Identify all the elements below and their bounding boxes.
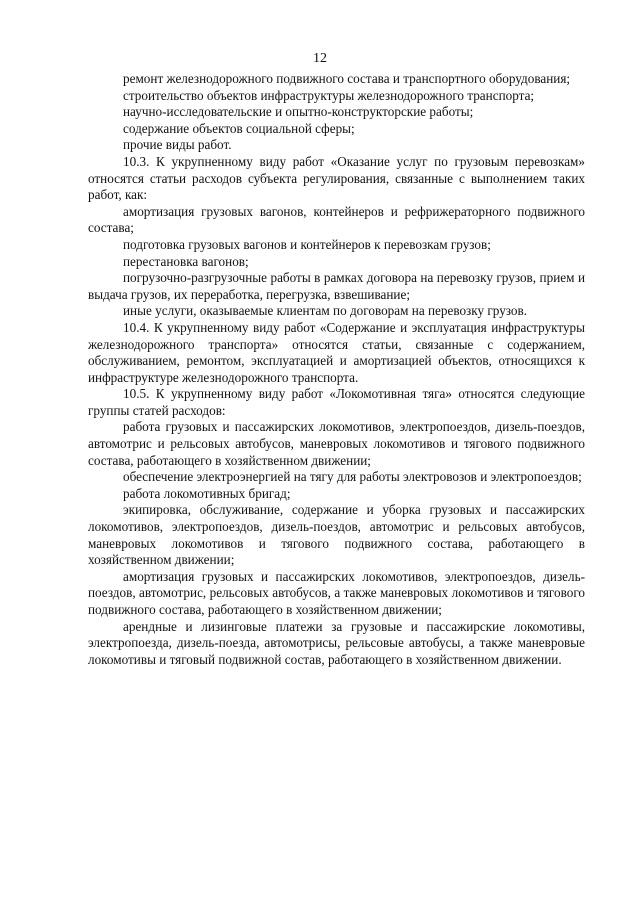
paragraph: подготовка грузовых вагонов и контейнеров к перевозкам грузов; [123,236,491,252]
paragraph: 10.4. К укрупненному виду работ «Содержание и эксплуатация инфраструктуры железнодорожного транспорта» относятся статьи, связанные с содержанием, обслуживанием, ремонтом, эксплуатацией и амортизацией объектов, относящихся к инфраструктуре железнодорожного транспорта. [88,319,585,385]
paragraph: погрузочно-разгрузочные работы в рамках договора на перевозку грузов, прием и выдача грузов, их переработка, перегрузка, взвешивание; [88,270,585,302]
paragraph: амортизация грузовых вагонов, контейнеров и рефрижераторного подвижного состава; [88,203,585,236]
paragraph: 10.5. К укрупненному виду работ «Локомотивная тяга» относятся следующие группы статей расходов: [88,386,585,418]
document-body [88,71,585,668]
paragraph: прочие виды работ. [123,137,232,153]
paragraph: экипировка, обслуживание, содержание и уборка грузовых и пассажирских локомотивов, электропоездов, дизель-поездов, автомотрис и рельсовых автобусов, маневровых локомотивов и тягового подвижного состава, работающего в хозяйственном движении; [88,502,585,568]
paragraph: 10.3. К укрупненному виду работ «Оказание услуг по грузовым перевозкам» относятся статьи расходов субъекта регулирования, связанные с выполнением таких работ, как: [88,153,585,203]
paragraph: иные услуги, оказываемые клиентам по договорам на перевозку грузов. [123,303,528,319]
paragraph: перестановка вагонов; [123,253,249,269]
paragraph: арендные и лизинговые платежи за грузовые и пассажирские локомотивы, электропоезда, дизель-поезда, автомотрисы, рельсовые автобусы, а также маневровые локомотивы и тяговый подвижной состав, работающего в хозяйственном движении. [88,618,585,667]
paragraph: строительство объектов инфраструктуры железнодорожного транспорта; [123,87,535,103]
paragraph: ремонт железнодорожного подвижного состава и транспортного оборудования; [123,71,571,86]
paragraph: содержание объектов социальной сферы; [123,120,355,136]
paragraph: амортизация грузовых и пассажирских локомотивов, электропоездов, дизель-поездов, автомотрис, рельсовых автобусов, а также маневровых локомотивов и тягового подвижного состава, работающего в хозяйственном движении; [88,568,585,617]
paragraph: обеспечение электроэнергией на тягу для работы электровозов и электропоездов; [123,469,582,485]
paragraph: работа локомотивных бригад; [123,485,291,501]
page-number: 12 [313,51,327,66]
paragraph: научно-исследовательские и опытно-конструкторские работы; [123,104,474,120]
paragraph: работа грузовых и пассажирских локомотивов, электропоездов, дизель-поездов, автомотрис и рельсовых автобусов, маневровых локомотивов и тягового подвижного состава, работающего в хозяйственном движении; [88,419,585,468]
